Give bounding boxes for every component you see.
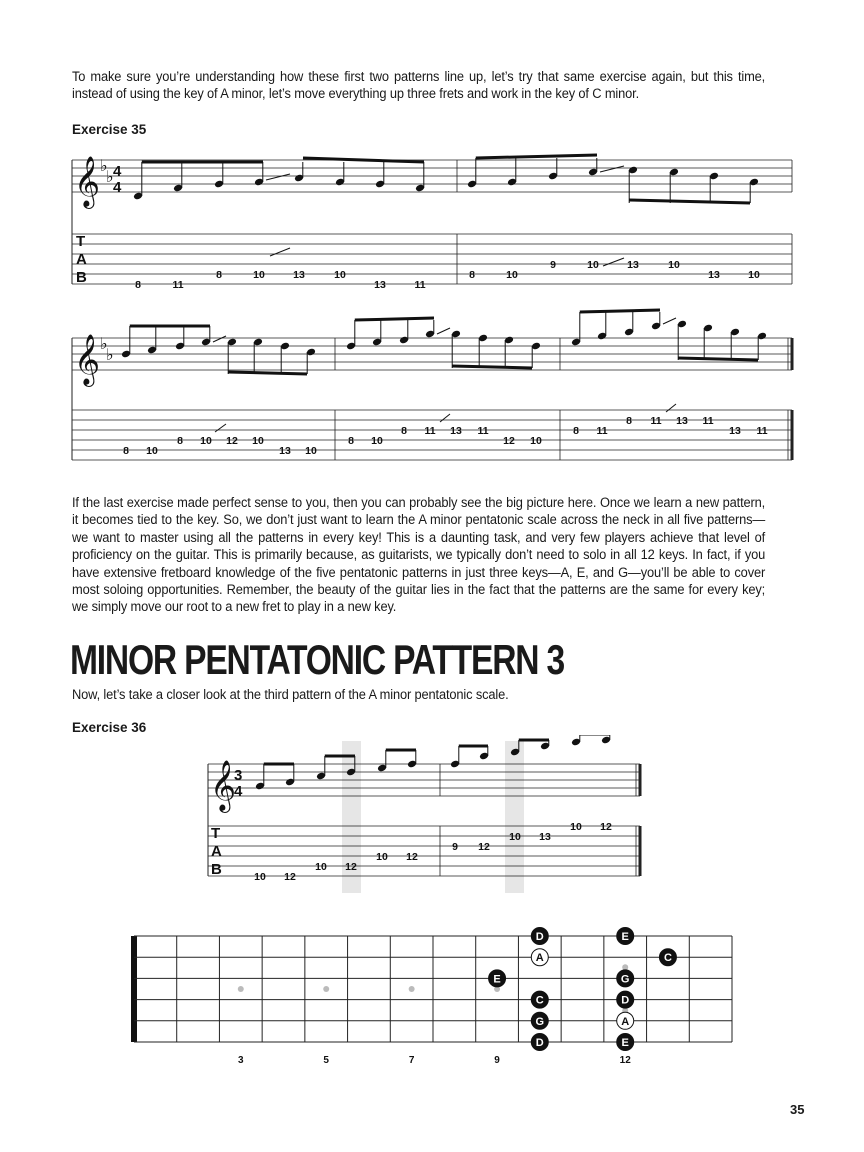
tab-fret-number: 12 [226,435,238,447]
fret-position-dot [409,986,415,992]
svg-text:♭: ♭ [100,158,108,175]
tab-fret-number: 10 [376,851,388,863]
tab-fret-number: 11 [650,415,662,427]
tab-fret-number: 10 [506,269,518,281]
note-name-label: D [621,994,630,1007]
section-heading: MINOR PENTATONIC PATTERN 3 [70,636,564,683]
note-name-label: G [535,1015,545,1028]
tab-letter-a: A [211,843,222,860]
svg-text:♭: ♭ [106,169,114,186]
tab-fret-number: 12 [284,871,296,883]
tab-fret-number: 13 [708,269,720,281]
note-name-label: D [535,1037,544,1049]
beam [228,372,307,374]
tab-fret-number: 10 [252,435,264,447]
tab-fret-number: 13 [374,279,386,291]
slide-line [270,248,290,256]
tab-fret-number: 10 [570,821,582,833]
tab-fret-number: 8 [123,445,129,457]
exercise-35-label: Exercise 35 [72,122,147,137]
note-name-label: E [621,1037,629,1049]
tab-letter-b: B [211,861,222,878]
fret-number-label: 9 [494,1055,500,1066]
tab-fret-number: 11 [702,415,714,427]
time-signature-bottom: 4 [234,783,243,800]
tab-fret-number: 8 [177,435,183,447]
body-paragraph: If the last exercise made perfect sense to you, then you can probably see the big picture here. Once we learn a new pattern, it becomes tied to the key. So, we don’t just want to learn the A minor pentatonic scale across the neck in all five patterns—we want to master using all the patterns in every key! This is a daunting task, and very few players achieve that level of proficiency on the guitar. This is primarily because, as guitarists, we typically don’t need to solo in all 12 keys. In fact, if you have extensive fretboard knowledge of the five pentatonic patterns in just three keys—A, E, and G—you’ll be able to cover most soloing opportunities. Remember, the beauty of the guitar lies in the fact that the patterns are the same for every key; we simply move our root to a new fret to play in a new key. [72,495,766,615]
tab-fret-number: 11 [477,425,489,437]
slide-line [215,424,226,432]
note-name-label: A [621,1015,630,1028]
intro-paragraph: To make sure you’re understanding how these first two patterns line up, let’s try that same exercise again, but this time, instead of using the key of A minor, let’s move everything up three frets and work in the key of C minor. [72,69,766,102]
exercise-36-notation [0,735,864,895]
treble-clef-icon: 𝄞 [210,761,237,810]
tab-letter-t: T [211,825,221,842]
slide-line [666,404,676,412]
tab-fret-number: 13 [279,445,291,457]
note-name-label: G [620,973,630,986]
tab-fret-number: 9 [550,259,556,271]
fretboard-nut [131,936,137,1042]
time-signature-top: 3 [234,767,243,784]
note-name-label: C [535,994,544,1007]
tab-fret-number: 13 [539,831,551,843]
tab-fret-number: 10 [509,831,521,843]
tab-fret-number: 13 [676,415,688,427]
tab-fret-number: 9 [452,841,458,853]
tab-fret-number: 8 [573,425,579,437]
tab-fret-number: 13 [450,425,462,437]
note-name-label: C [663,952,672,965]
note-name-label: E [621,931,629,943]
beam [580,310,660,312]
tab-fret-number: 13 [729,425,741,437]
tab-fret-number: 11 [596,425,608,437]
tab-fret-number: 10 [530,435,542,447]
tab-fret-number: 8 [469,269,475,281]
tab-fret-number: 12 [478,841,490,853]
tab-fret-number: 12 [600,821,612,833]
fret-number-label: 12 [619,1055,631,1066]
tab-fret-number: 12 [503,435,515,447]
beam [355,318,434,320]
tab-fret-number: 10 [371,435,383,447]
fret-number-label: 5 [323,1055,329,1066]
fret-number-label: 7 [408,1055,415,1066]
treble-clef-icon: 𝄞 [74,157,101,206]
beam [476,155,597,158]
tab-fret-number: 11 [424,425,436,437]
tab-fret-number: 8 [401,425,407,437]
tab-fret-number: 11 [414,279,426,291]
svg-text:♭: ♭ [100,336,108,353]
tab-fret-number: 11 [756,425,768,437]
tab-fret-number: 10 [334,269,346,281]
slide-line [266,174,290,180]
tab-fret-number: 10 [587,259,599,271]
tab-fret-number: 8 [626,415,632,427]
slide-line [600,166,624,172]
tab-fret-number: 11 [172,279,184,291]
tab-fret-number: 8 [348,435,354,447]
slide-line [440,414,450,422]
beam [678,358,758,360]
note-name-label: E [493,973,501,986]
tab-fret-number: 8 [216,269,222,281]
tab-fret-number: 10 [254,871,266,883]
tab-letter-b: B [76,269,87,286]
svg-text:♭: ♭ [106,347,114,364]
tab-fret-number: 12 [345,861,357,873]
tab-fret-number: 13 [627,259,639,271]
tab-fret-number: 10 [305,445,317,457]
tab-fret-number: 10 [253,269,265,281]
fret-position-dot [622,964,628,970]
fretboard-diagram [0,920,864,1070]
slide-line [213,336,226,342]
tab-fret-number: 8 [135,279,141,291]
beam [303,158,424,162]
treble-clef-icon: 𝄞 [74,335,101,384]
tab-letter-t: T [76,233,86,250]
tab-fret-number: 10 [146,445,158,457]
tab-fret-number: 13 [293,269,305,281]
slide-line [603,258,624,266]
beam [629,200,750,203]
pattern3-intro: Now, let’s take a closer look at the third pattern of the A minor pentatonic scale. [72,687,509,702]
time-signature-top: 4 [113,163,122,180]
slide-line [437,328,450,334]
tab-fret-number: 10 [315,861,327,873]
slide-line [663,318,676,324]
exercise-35-notation [0,140,864,470]
exercise-36-label: Exercise 36 [72,720,147,735]
tab-fret-number: 10 [200,435,212,447]
tab-fret-number: 12 [406,851,418,863]
tab-letter-a: A [76,251,87,268]
note-name-label: D [535,931,544,943]
fret-position-dot [238,986,244,992]
tab-fret-number: 10 [748,269,760,281]
note-name-label: A [535,952,544,965]
tab-fret-number: 10 [668,259,680,271]
fret-number-label: 3 [238,1055,244,1066]
fret-position-dot [323,986,329,992]
beam [452,366,532,368]
page-number: 35 [790,1102,805,1117]
time-signature-bottom: 4 [113,179,122,196]
